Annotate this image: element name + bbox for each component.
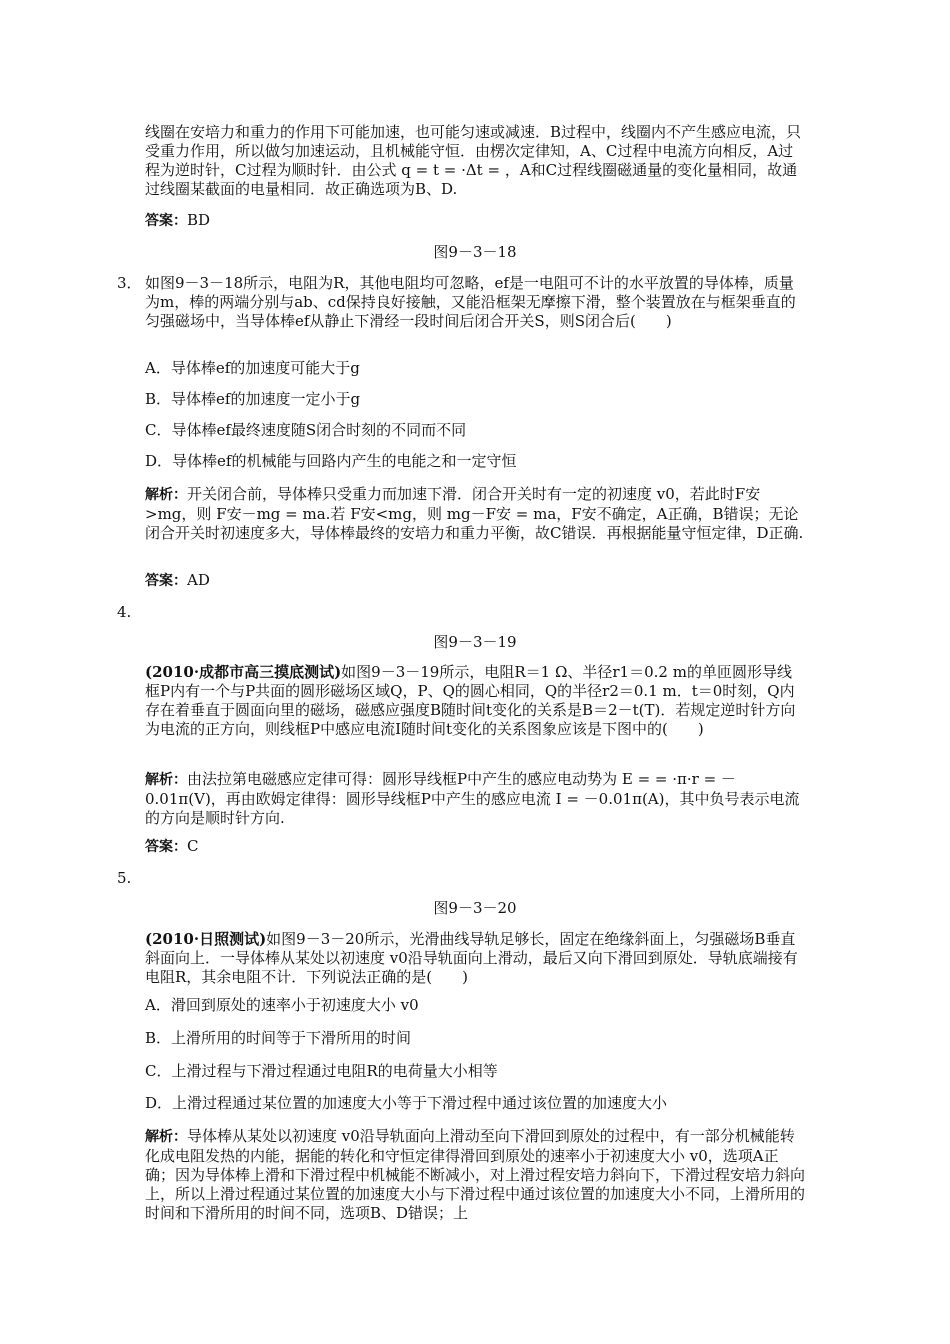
question-3-stem: 如图9－3－18所示，电阻为R，其他电阻均可忽略，ef是一电阻可不计的水平放置的导体棒，质量为m，棒的两端分别与ab、cd保持良好接触，又能沿框架无摩擦下滑，整个装置放在与框架垂直的匀强磁场中，当导体棒ef从静止下滑经一段时间后闭合开关S，则S闭合后( ) bbox=[145, 274, 796, 330]
analysis-label: 解析： bbox=[145, 487, 187, 503]
question-5-option-a: A．滑回到原处的速率小于初速度大小 v0 bbox=[145, 996, 419, 1014]
question-4-analysis bbox=[145, 770, 805, 828]
analysis-label: 解析： bbox=[145, 1129, 187, 1145]
question-3-analysis bbox=[145, 485, 805, 543]
analysis-text: 导体棒从某处以初速度 v0沿导轨面向上滑动至向下滑回到原处的过程中，有一部分机械能转化成电阻发热的内能，据能的转化和守恒定律得滑回到原处的速率小于初速度大小 v0，选项A正确；因为导体棒上滑和下滑过程中机械能不断减小，对上滑过程安培力斜向下，下滑过程安培力斜向上，所以上滑过程通过某位置的加速度大小与下滑过程中通过该位置的加速度大小不同，上滑所用的时间和下滑所用的时间不同，选项B、D错误；上 bbox=[145, 1127, 806, 1222]
question-5-analysis bbox=[145, 1127, 805, 1223]
question-5-stem bbox=[145, 930, 805, 987]
question-5-option-c: C．上滑过程与下滑过程通过电阻R的电荷量大小相等 bbox=[145, 1062, 498, 1080]
answer-value: C bbox=[187, 837, 199, 855]
question-3-option-d: D．导体棒ef的机械能与回路内产生的电能之和一定守恒 bbox=[145, 452, 517, 470]
intro-answer bbox=[145, 211, 805, 231]
figure-caption-9-3-18: 图9－3－18 bbox=[433, 243, 517, 261]
analysis-label: 解析： bbox=[145, 772, 187, 788]
question-5-option-b: B．上滑所用的时间等于下滑所用的时间 bbox=[145, 1029, 412, 1047]
question-5-option-d: D．上滑过程通过某位置的加速度大小等于下滑过程中通过该位置的加速度大小 bbox=[145, 1094, 668, 1112]
question-4-answer bbox=[145, 837, 805, 857]
question-4-stem bbox=[145, 663, 805, 739]
intro-paragraph: 线圈在安培力和重力的作用下可能加速，也可能匀速或减速．B过程中，线圈内不产生感应电流，只受重力作用，所以做匀加速运动，且机械能守恒．由楞次定律知，A、C过程中电流方向相反，A过程为逆时针，C过程为顺时针．由公式 q = t = ·Δt = ，A和C过程线圈磁通量的变化量相同，故通过线圈某截面的电量相同．故正确选项为B、D. bbox=[145, 123, 802, 198]
question-4-source: (2010·成都市高三摸底测试) bbox=[145, 663, 342, 681]
question-number-4: 4. bbox=[117, 603, 132, 621]
answer-value: AD bbox=[187, 571, 210, 589]
question-number-3: 3． bbox=[117, 274, 142, 292]
question-4-text: 如图9－3－19所示，电阻R＝1 Ω、半径r1＝0.2 m的单匝圆形导线框P内有一个与P共面的圆形磁场区域Q，P、Q的圆心相同，Q的半径r2＝0.1 m．t＝0时刻，Q内存在着垂直于圆面向里的磁场，磁感应强度B随时间t变化的关系是B＝2－t(T)．若规定逆时针方向为电流的正方向，则线框P中感应电流I随时间t变化的关系图象应该是下图中的( ) bbox=[145, 663, 796, 738]
analysis-text: 由法拉第电磁感应定律可得：圆形导线框P中产生的感应电动势为 E = = ·π·r = －0.01π(V)，再由欧姆定律得：圆形导线框P中产生的感应电流 I = －0.01π(A)，其中负号表示电流的方向是顺时针方向. bbox=[145, 770, 800, 827]
answer-value: BD bbox=[187, 211, 211, 229]
answer-label: 答案： bbox=[145, 839, 187, 855]
question-3-option-a: A．导体棒ef的加速度可能大于g bbox=[145, 359, 360, 377]
question-5-text: 如图9－3－20所示，光滑曲线导轨足够长，固定在绝缘斜面上，匀强磁场B垂直斜面向上．一导体棒从某处以初速度 v0沿导轨面向上滑动，最后又向下滑回到原处．导轨底端接有电阻R，其余电阻不计．下列说法正确的是( ) bbox=[145, 930, 798, 986]
question-3-answer bbox=[145, 571, 805, 591]
question-5-source: (2010·日照测试) bbox=[145, 930, 267, 948]
figure-caption-9-3-19: 图9－3－19 bbox=[433, 633, 517, 651]
answer-label: 答案： bbox=[145, 573, 187, 589]
analysis-text: 开关闭合前，导体棒只受重力而加速下滑．闭合开关时有一定的初速度 v0，若此时F安>mg，则 F安－mg = ma.若 F安<mg，则 mg－F安 = ma，F安不确定，A正确，B错误；无论闭合开关时初速度多大，导体棒最终的安培力和重力平衡，故C错误．再根据能量守恒定律，D正确. bbox=[145, 485, 804, 542]
answer-label: 答案： bbox=[145, 213, 187, 229]
question-number-5: 5. bbox=[117, 869, 132, 887]
question-3-option-c: C．导体棒ef最终速度随S闭合时刻的不同而不同 bbox=[145, 421, 467, 439]
figure-caption-9-3-20: 图9－3－20 bbox=[433, 899, 517, 917]
question-3-option-b: B．导体棒ef的加速度一定小于g bbox=[145, 390, 361, 408]
